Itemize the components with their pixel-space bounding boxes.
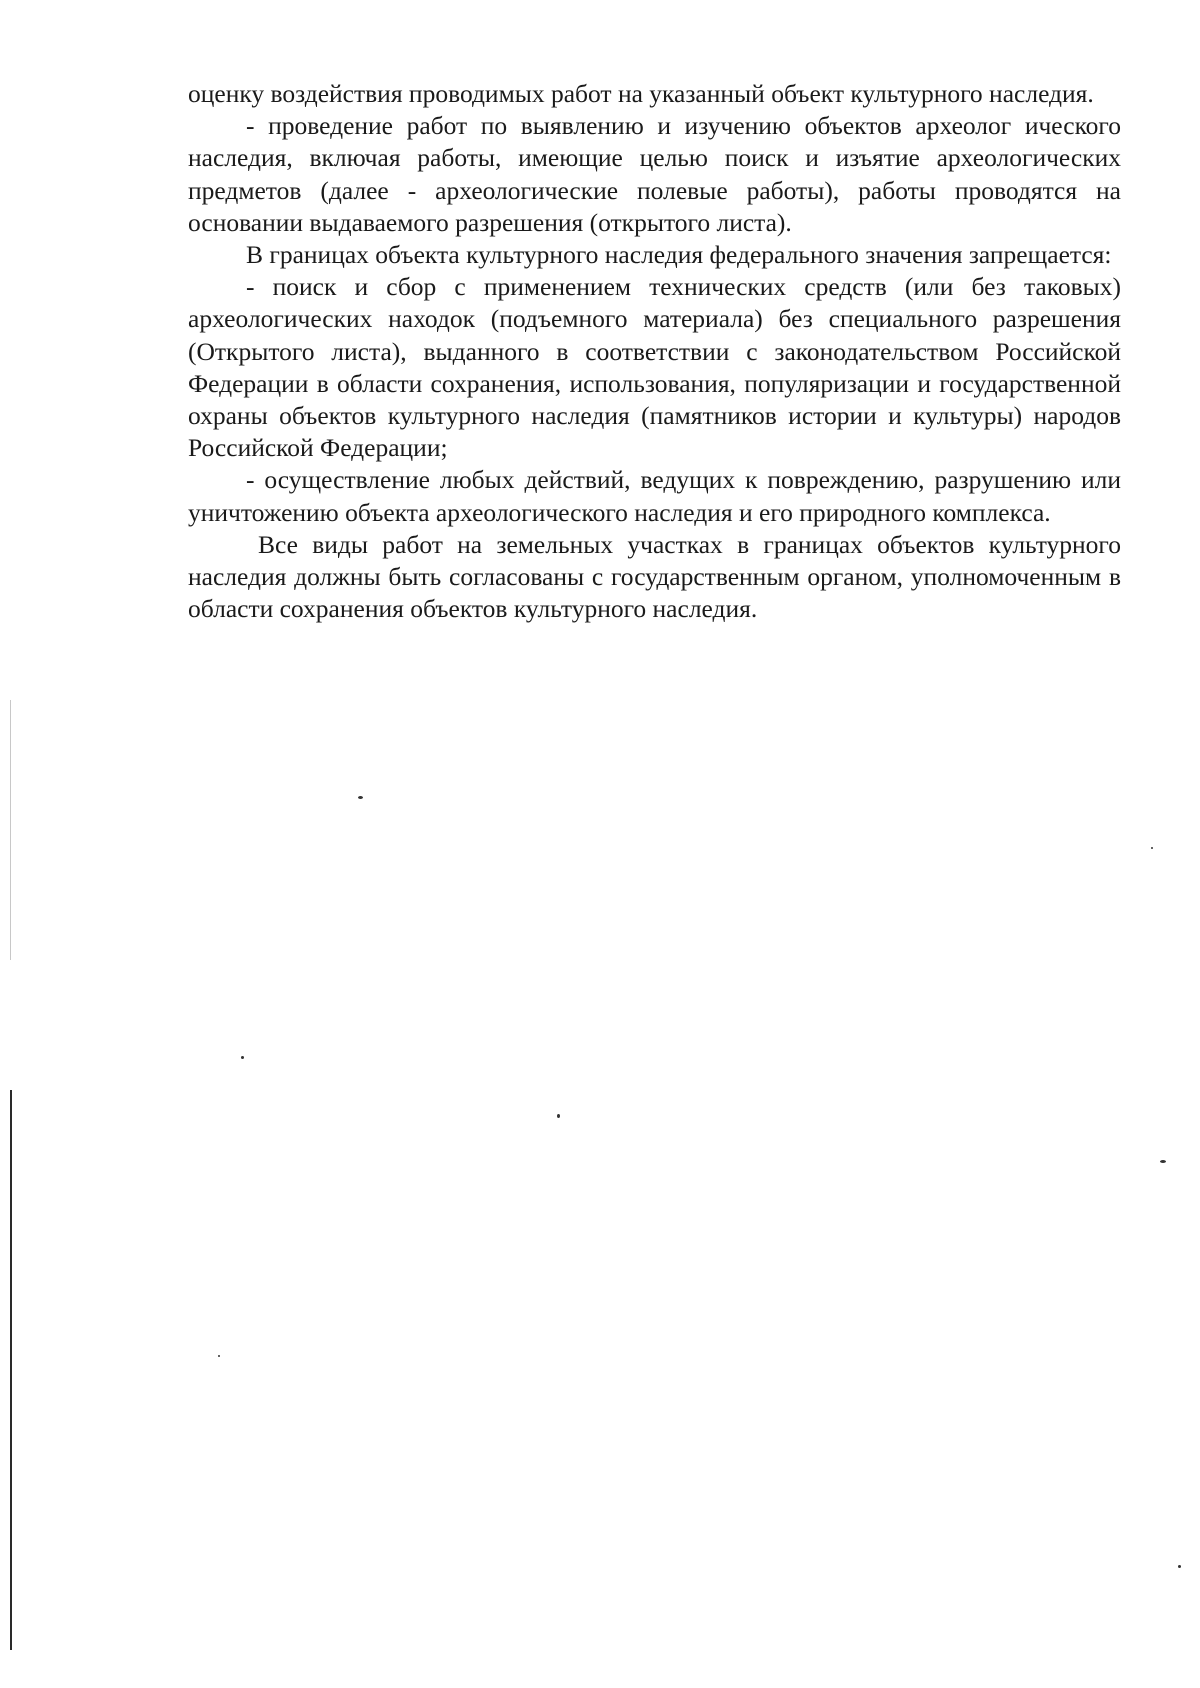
scan-speck [557,1114,560,1118]
scan-speck [358,796,363,799]
paragraph-archaeological-works: - проведение работ по выявлению и изучению объектов археолог ического наследия, включая работы, имеющие целью поиск и изъятие археологических предметов (далее - археологические полевые работы), работы проводятся на основании выдаваемого разрешения (открытого листа). [188,111,1121,237]
paragraph-approval-requirement: Все виды работ на земельных участках в границах объектов культурного наследия должны быть согласованы с государственным органом, уполномоченным в области сохранения объектов культурного наследия. [188,529,1121,624]
paragraph-continuation: оценку воздействия проводимых работ на указанный объект культурного наследия. [188,79,1094,108]
paragraph-search-prohibition: - поиск и сбор с применением технических средств (или без таковых) археологических находок (подъемного материала) без специального разрешения (Открытого листа), выданного в соответствии с законодательством Российской Федерации в области сохранения, использования, популяризации и государственной охраны объектов культурного наследия (памятников истории и культуры) народов Российской Федерации; [188,272,1121,463]
scan-edge-line [10,1090,12,1650]
scan-speck [1151,847,1153,849]
scan-edge-line [10,700,11,960]
document-body [188,78,1121,625]
scan-speck [1178,1565,1181,1568]
scan-speck [241,1056,244,1059]
paragraph-damage-prohibition: - осуществление любых действий, ведущих к повреждению, разрушению или уничтожению объекта археологического наследия и его природного комплекса. [188,465,1121,527]
scan-speck [218,1355,220,1357]
scan-speck [1160,1160,1166,1163]
paragraph-prohibitions-heading: В границах объекта культурного наследия федерального значения запрещается: [246,240,1112,270]
